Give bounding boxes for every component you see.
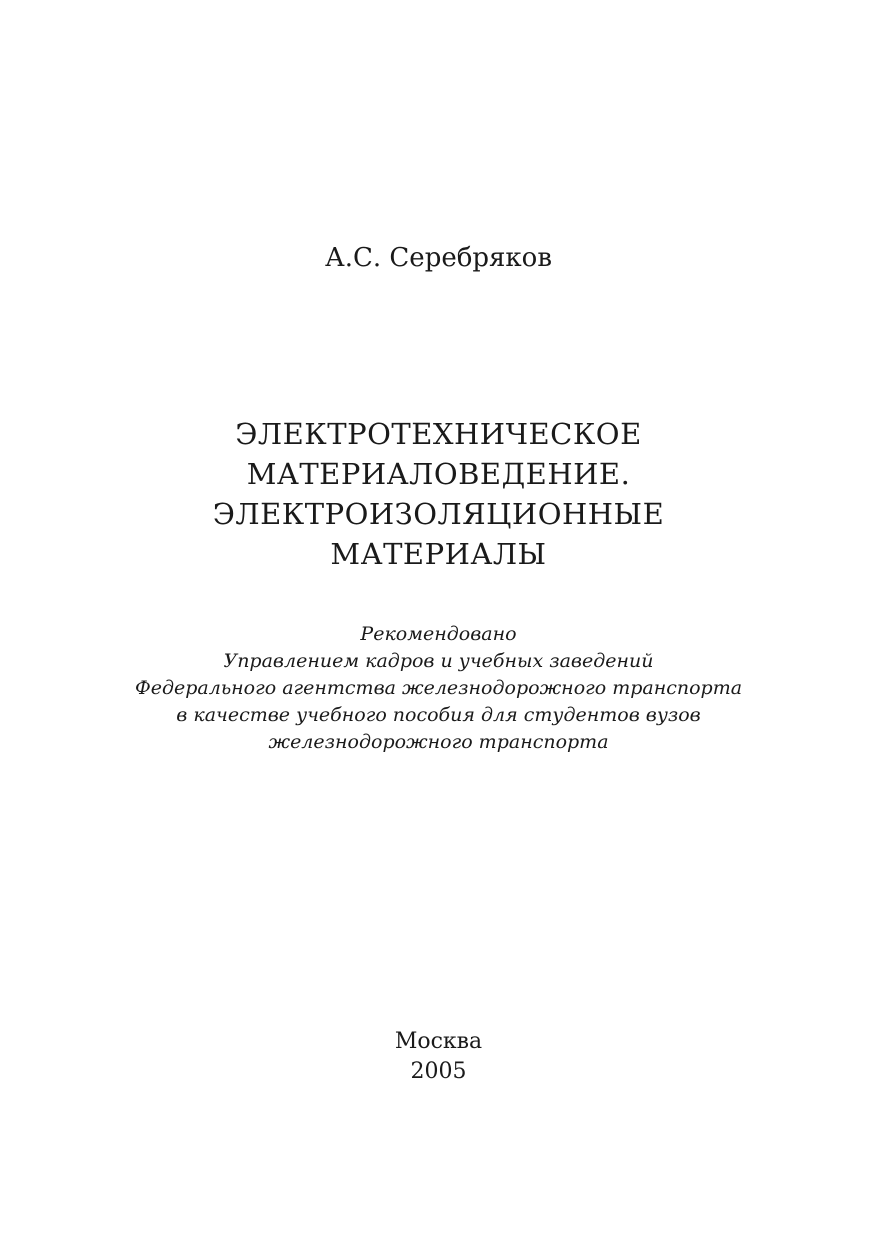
publication-imprint <box>0 1027 877 1087</box>
publication-city: Москва <box>394 1029 483 1054</box>
recommendation-line: Рекомендовано <box>360 623 517 645</box>
title-line: ЭЛЕКТРОТЕХНИЧЕСКОЕ <box>235 417 642 451</box>
author-name: А.С. Серебряков <box>325 243 552 273</box>
title-line: МАТЕРИАЛОВЕДЕНИЕ. <box>246 457 631 491</box>
title-line: МАТЕРИАЛЫ <box>330 537 547 571</box>
title-line: ЭЛЕКТРОИЗОЛЯЦИОННЫЕ <box>212 497 665 531</box>
book-title <box>0 414 877 574</box>
recommendation-line: Федерального агентства железнодорожного транспорта <box>134 677 743 699</box>
recommendation-line: железнодорожного транспорта <box>268 731 609 753</box>
recommendation-line: Управлением кадров и учебных заведений <box>223 650 654 672</box>
recommendation-note <box>0 621 877 756</box>
publication-year: 2005 <box>410 1059 467 1084</box>
recommendation-line: в качестве учебного пособия для студентов вузов <box>176 704 701 726</box>
